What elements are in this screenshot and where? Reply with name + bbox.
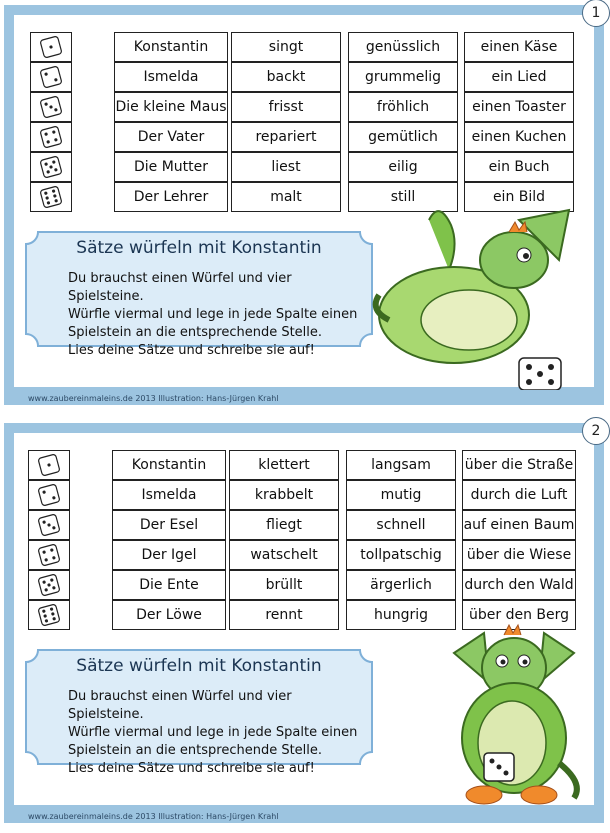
dice-face-3-icon (30, 92, 72, 122)
word-cell: Ismelda (112, 480, 226, 510)
word-cell: einen Toaster (464, 92, 574, 122)
word-cell: malt (231, 182, 341, 212)
instructions-text (68, 270, 368, 360)
dice-column (30, 32, 72, 212)
dice-face-2-icon (28, 480, 70, 510)
dice-face-6-icon (28, 600, 70, 630)
word-cell: liest (231, 152, 341, 182)
dice-face-2-icon (30, 62, 72, 92)
credits-footer: www.zaubereinmaleins.de 2013 Illustration: Hans-Jürgen Krahl (28, 812, 279, 821)
dice-face-6-icon (30, 182, 72, 212)
word-cell: ein Lied (464, 62, 574, 92)
instruction-line: Du brauchst einen Würfel und vier Spielsteine. (68, 271, 292, 304)
word-cell: frisst (231, 92, 341, 122)
dice-face-4-icon (28, 540, 70, 570)
dragon-illustration (369, 200, 584, 390)
card-number-badge: 1 (582, 0, 610, 27)
card-1 (4, 5, 604, 405)
word-cell: Konstantin (112, 450, 226, 480)
instruction-line: Spielstein an die entsprechende Stelle. (68, 743, 323, 758)
instruction-line: Würfle viermal und lege in jede Spalte einen (68, 307, 358, 322)
dragon-illustration (444, 613, 589, 808)
dice-face-1-icon (28, 450, 70, 480)
word-cell: durch den Wald (462, 570, 576, 600)
word-cell: schnell (346, 510, 456, 540)
word-cell: über die Wiese (462, 540, 576, 570)
word-cell: durch die Luft (462, 480, 576, 510)
word-cell: genüsslich (348, 32, 458, 62)
word-cell: hungrig (346, 600, 456, 630)
adverb-column (346, 450, 456, 630)
word-cell: repariert (231, 122, 341, 152)
word-cell: rennt (229, 600, 339, 630)
instructions-title: Sätze würfeln mit Konstantin (76, 238, 322, 258)
subject-column (114, 32, 228, 212)
card-2 (4, 423, 604, 823)
word-cell: watschelt (229, 540, 339, 570)
object-column (464, 32, 574, 212)
instructions-title: Sätze würfeln mit Konstantin (76, 656, 322, 676)
word-cell: ein Buch (464, 152, 574, 182)
word-cell: ein Bild (464, 182, 574, 212)
instruction-line: Lies deine Sätze und schreibe sie auf! (68, 761, 315, 776)
word-cell: über den Berg (462, 600, 576, 630)
word-cell: mutig (346, 480, 456, 510)
dice-column (28, 450, 70, 630)
word-cell: fliegt (229, 510, 339, 540)
word-cell: einen Kuchen (464, 122, 574, 152)
instruction-line: Du brauchst einen Würfel und vier Spielsteine. (68, 689, 292, 722)
word-cell: klettert (229, 450, 339, 480)
word-cell: Konstantin (114, 32, 228, 62)
word-cell: gemütlich (348, 122, 458, 152)
dice-face-4-icon (30, 122, 72, 152)
word-cell: ärgerlich (346, 570, 456, 600)
instruction-line: Würfle viermal und lege in jede Spalte einen (68, 725, 358, 740)
word-cell: einen Käse (464, 32, 574, 62)
word-cell: still (348, 182, 458, 212)
instructions-box (24, 648, 374, 776)
word-cell: eilig (348, 152, 458, 182)
word-cell: Der Vater (114, 122, 228, 152)
credits-footer: www.zaubereinmaleins.de 2013 Illustration: Hans-Jürgen Krahl (28, 394, 279, 403)
word-cell: grummelig (348, 62, 458, 92)
word-cell: über die Straße (462, 450, 576, 480)
adverb-column (348, 32, 458, 212)
word-cell: singt (231, 32, 341, 62)
verb-column (229, 450, 339, 630)
word-cell: Der Lehrer (114, 182, 228, 212)
word-cell: fröhlich (348, 92, 458, 122)
word-cell: auf einen Baum (462, 510, 576, 540)
word-cell: Der Esel (112, 510, 226, 540)
word-cell: brüllt (229, 570, 339, 600)
card-number-badge: 2 (582, 417, 610, 445)
instructions-box (24, 230, 374, 358)
subject-column (112, 450, 226, 630)
place-column (462, 450, 576, 630)
dice-face-5-icon (28, 570, 70, 600)
instructions-text (68, 688, 368, 778)
word-cell: Ismelda (114, 62, 228, 92)
word-cell: Die Mutter (114, 152, 228, 182)
word-cell: Die Ente (112, 570, 226, 600)
dice-face-1-icon (30, 32, 72, 62)
instruction-line: Lies deine Sätze und schreibe sie auf! (68, 343, 315, 358)
word-cell: tollpatschig (346, 540, 456, 570)
dice-face-3-icon (28, 510, 70, 540)
instruction-line: Spielstein an die entsprechende Stelle. (68, 325, 323, 340)
word-cell: Der Löwe (112, 600, 226, 630)
word-cell: Die kleine Maus (114, 92, 228, 122)
word-cell: backt (231, 62, 341, 92)
dice-face-5-icon (30, 152, 72, 182)
verb-column (231, 32, 341, 212)
word-cell: Der Igel (112, 540, 226, 570)
word-cell: langsam (346, 450, 456, 480)
word-cell: krabbelt (229, 480, 339, 510)
